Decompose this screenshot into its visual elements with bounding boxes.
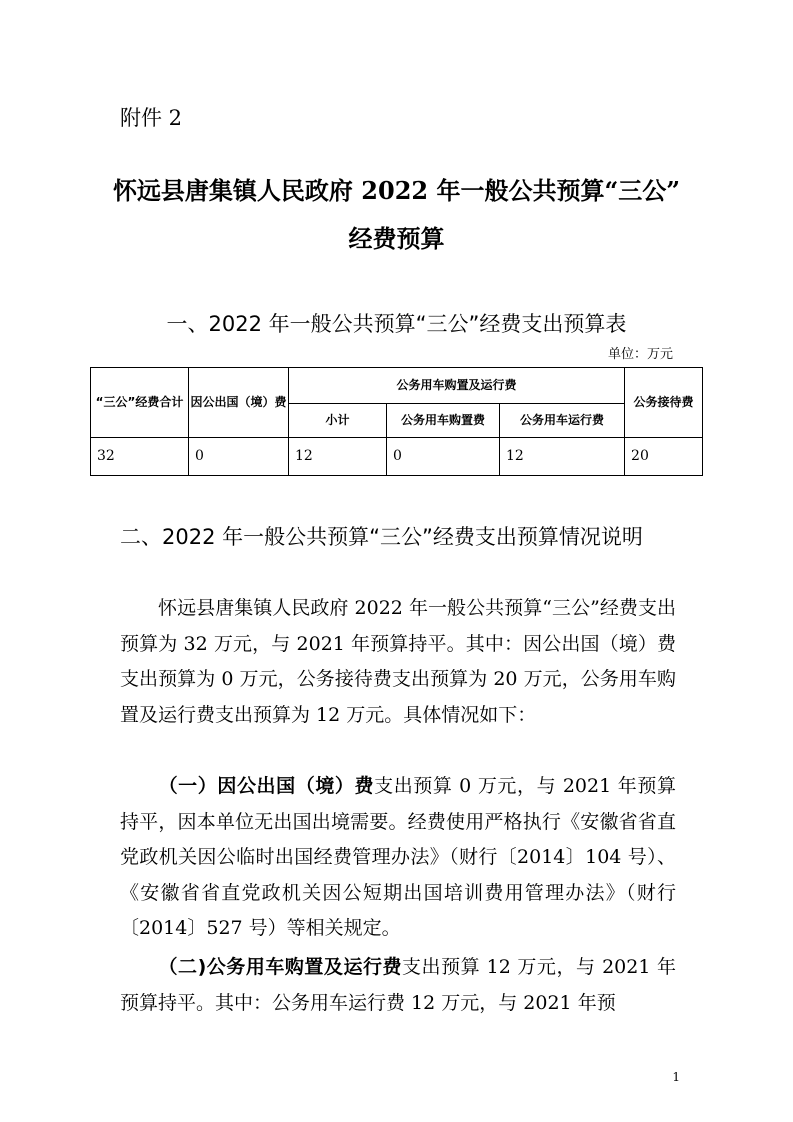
- paragraph-abroad-lead: （一）因公出国（境）费: [158, 775, 375, 797]
- header-subtotal: 小计: [289, 404, 387, 438]
- header-vehicle-operation: 公务用车运行费: [500, 404, 625, 438]
- paragraph-vehicle: [120, 950, 676, 1021]
- budget-table: [90, 367, 703, 476]
- table-row: [91, 438, 703, 476]
- header-vehicle-purchase: 公务用车购置费: [387, 404, 500, 438]
- document-title-line1: 怀远县唐集镇人民政府 2022 年一般公共预算“三公”: [112, 176, 681, 205]
- header-vehicle-group: 公务用车购置及运行费: [289, 368, 625, 404]
- paragraph-vehicle-lead: （二)公务用车购置及运行费: [158, 956, 403, 978]
- paragraph-abroad: [120, 769, 676, 947]
- document-title-line2: 经费预算: [348, 224, 445, 253]
- attachment-label: 附件 2: [120, 106, 183, 130]
- header-total: “三公”经费合计: [91, 368, 189, 438]
- page-number: 1: [672, 1070, 680, 1084]
- paragraph-abroad-text: 支出预算 0 万元，与 2021 年预算持平，因本单位无出国出境需要。经费使用严格执行《安徽省省直党政机关因公临时出国经费管理办法》（财行〔2014〕104 号）、《安徽省省直党政机关因公短期出国培训费用管理办法》（财行〔2014〕527 号）等相关规定。: [120, 775, 676, 939]
- paragraph-vehicle-text: 支出预算 12 万元，与 2021 年预算持平。其中：公务用车运行费 12 万元，与 2021 年预: [120, 956, 676, 1014]
- paragraph-overview: [120, 591, 676, 733]
- value-total: 32: [91, 438, 189, 476]
- header-abroad: 因公出国（境）费: [189, 368, 289, 438]
- header-reception: 公务接待费: [625, 368, 703, 438]
- value-abroad: 0: [189, 438, 289, 476]
- paragraph-overview-text: 怀远县唐集镇人民政府 2022 年一般公共预算“三公”经费支出预算为 32 万元，与 2021 年预算持平。其中：因公出国（境）费支出预算为 0 万元，公务接待费支出预算为 20 万元，公务用车购置及运行费支出预算为 12 万元。具体情况如下：: [120, 597, 676, 726]
- section1-heading: 一、2022 年一般公共预算“三公”经费支出预算表: [166, 312, 627, 336]
- value-vehicle-operation: 12: [500, 438, 625, 476]
- value-reception: 20: [625, 438, 703, 476]
- table-header-row: [91, 368, 703, 404]
- value-vehicle-purchase: 0: [387, 438, 500, 476]
- section2-heading: 二、2022 年一般公共预算“三公”经费支出预算情况说明: [120, 525, 643, 549]
- value-subtotal: 12: [289, 438, 387, 476]
- unit-label: 单位：万元: [607, 347, 673, 362]
